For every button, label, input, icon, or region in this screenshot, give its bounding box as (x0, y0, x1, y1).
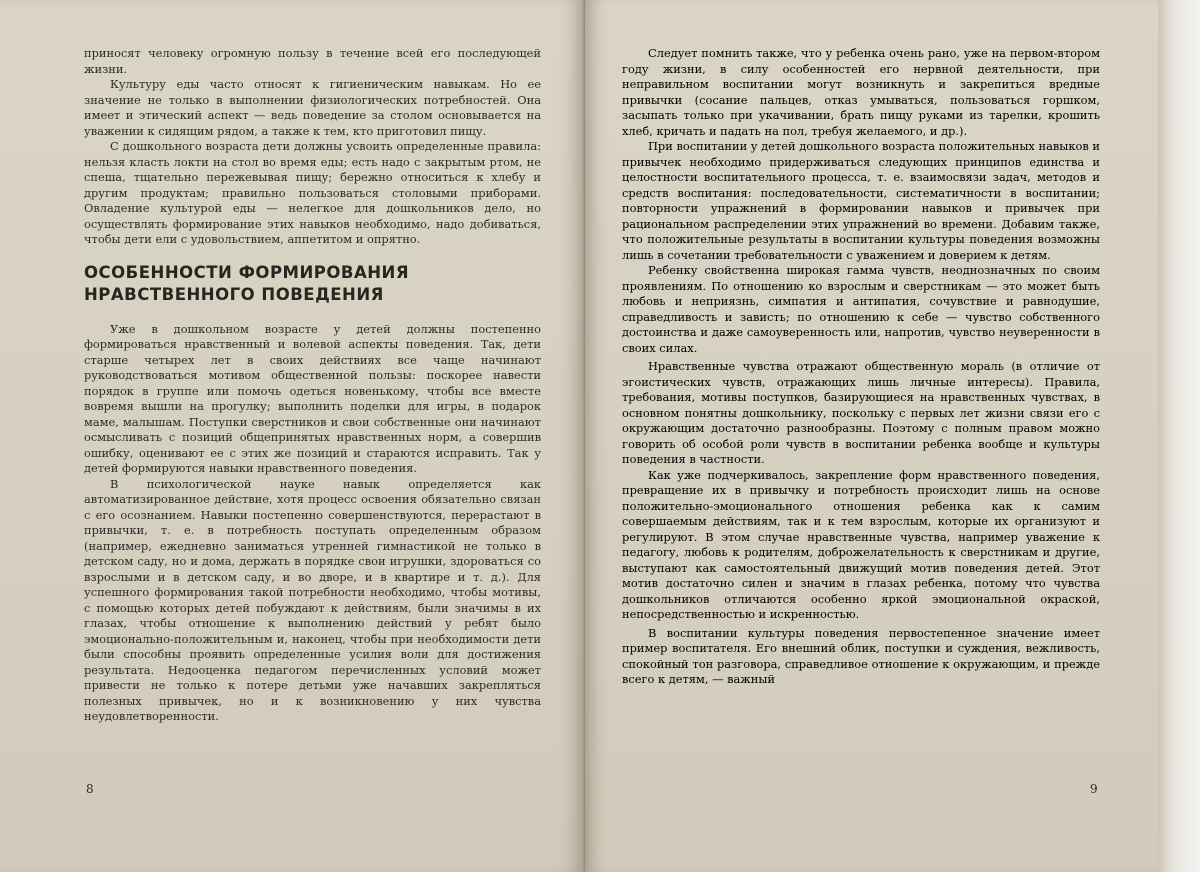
page-edge (1158, 0, 1200, 872)
paragraph: В психологической науке навык определяется как автоматизированное действие, хотя процесс освоения обязательно связан с его осознанием. Навыки постепенно совершенствуются, перерастают в привычки, т. е. в потребность поступать определенным образом (например, ежедневно заниматься утренней гимнастикой не только в детском саду, но и дома, держать в порядке свои игрушки, здороваться со взрослыми и в детском саду, и во дворе, и в квартире и т. д.). Для успешного формирования такой потребности необходимо, чтобы мотивы, с помощью которых детей побуждают к действиям, были значимы в их глазах, чтобы отношение к выполнению действий у ребят было эмоционально-положительным и, наконец, чтобы при необходимости дети были способны проявить определенные усилия воли для достижения результата. Недооценка педагогом перечисленных условий может привести не только к потере детьми уже начавших закрепляться полезных привычек, но и к возникновению у них чувства неудовлетворенности. (84, 476, 541, 723)
right-page-text (622, 46, 1100, 688)
paragraph: Как уже подчеркивалось, закрепление форм нравственного поведения, превращение их в привычку и потребность происходит лишь на основе положительно-эмоционального отношения ребенка как к самим совершаемым действиям, так и к тем взрослым, которые их организуют и регулируют. В этом случае нравственные чувства, например уважение к педагогу, любовь к родителям, доброжелательность к сверстникам и другие, выступают как самостоятельный движущий мотив поведения детей. Этот мотив достаточно силен и значим в глазах ребенка, потому что чувства дошкольников отличаются особенно яркой эмоциональной окраской, непосредственностью и искренностью. (622, 467, 1100, 621)
paragraph: При воспитании у детей дошкольного возраста положительных навыков и привычек необходимо придерживаться следующих принципов единства и целостности воспитательного процесса, т. е. взаимосвязи задач, методов и средств воспитания: последовательности, систематичности в воспитании; повторности упражнений в формировании навыков и привычек при рациональном распределении этих упражнений во времени. Добавим также, что положительные результаты в воспитании культуры поведения возможны лишь в сочетании требовательности с уважением и доверием к детям. (622, 139, 1100, 262)
paragraph: В воспитании культуры поведения первостепенное значение имеет пример воспитателя. Его внешний облик, поступки и суждения, вежливость, спокойный тон разговора, справедливое отношение к окружающим, и прежде всего к детям, — важный (622, 625, 1100, 686)
section-heading (84, 262, 541, 306)
paragraph: Следует помнить также, что у ребенка очень рано, уже на первом-втором году жизни, в силу особенностей его нервной деятельности, при неправильном воспитании могут возникнуть и закрепиться вредные привычки (сосание пальцев, отказ умываться, пользоваться горшком, засыпать только при укачивании, брать пищу руками из тарелки, крошить хлеб, кричать и падать на пол, требуя желаемого, и др.). (622, 46, 1100, 138)
paragraph: Ребенку свойственна широкая гамма чувств, неоднозначных по своим проявлениям. По отношению ко взрослым и сверстникам — это может быть любовь и неприязнь, симпатия и антипатия, сочувствие и равнодушие, справедливость и зависть; по отношению к себе — чувство собственного достоинства и даже самоуверенность или, напротив, чувство неуверенности в своих силах. (622, 263, 1100, 355)
section-heading-line: НРАВСТВЕННОГО ПОВЕДЕНИЯ (84, 284, 384, 304)
left-page-text (84, 46, 541, 725)
page-number: 9 (1090, 782, 1098, 796)
paragraph: Уже в дошкольном возрасте у детей должны постепенно формироваться нравственный и волевой аспекты поведения. Так, дети старше четырех лет в своих действиях все чаще начинают руководствоваться мотивом общественной пользы: поскорее навести порядок в группе или помочь одеться новенькому, чтобы все вместе вовремя вышли на прогулку; выполнить поделки для игры, в подарок маме, малышам. Поступки сверстников и свои собственные они начинают осмысливать с позиций общепринятых нравственных норм, а совершив ошибку, оценивают ее с этих же позиций и стараются исправить. Так у детей формируются навыки нравственного поведения. (84, 321, 541, 475)
paragraph: Культуру еды часто относят к гигиеническим навыкам. Но ее значение не только в выполнении физиологических потребностей. Она имеет и этический аспект — ведь поведение за столом основывается на уважении к сидящим рядом, а также к тем, кто приготовил пищу. (84, 77, 541, 138)
page-number: 8 (86, 782, 94, 796)
paragraph: Нравственные чувства отражают общественную мораль (в отличие от эгоистических чувств, отражающих лишь личные интересы). Правила, требования, мотивы поступков, базирующиеся на нравственных чувствах, в основном понятны дошкольнику, поскольку с первых лет жизни связи его с окружающим достаточно разнообразны. Поэтому с полным правом можно говорить об особой роли чувств в воспитании ребенка вообще и культуры поведения в частности. (622, 359, 1100, 466)
paragraph: приносят человеку огромную пользу в течение всей его последующей жизни. (84, 46, 541, 76)
left-page (0, 0, 585, 872)
paragraph: С дошкольного возраста дети должны усвоить определенные правила: нельзя класть локти на стол во время еды; есть надо с закрытым ртом, не спеша, тщательно пережевывая пищу; бережно относиться к хлебу и другим продуктам; правильно пользоваться столовыми приборами. Овладение культурой еды — нелегкое для дошкольников дело, но осуществлять формирование этих навыков необходимо, надо добиваться, чтобы дети ели с удовольствием, аппетитом и опрятно. (84, 139, 541, 246)
section-heading-line: ОСОБЕННОСТИ ФОРМИРОВАНИЯ (84, 262, 410, 282)
